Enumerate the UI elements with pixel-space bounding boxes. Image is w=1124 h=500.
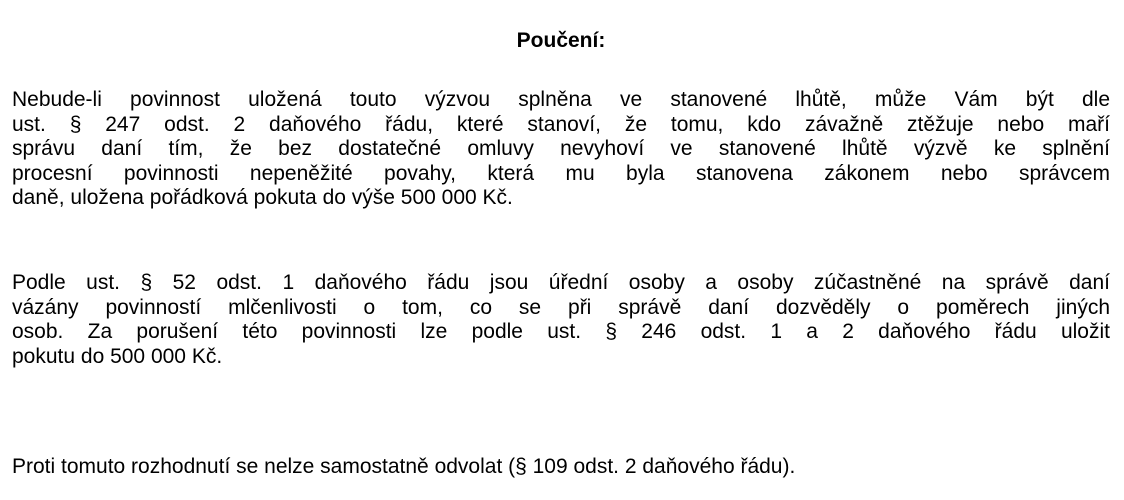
appeal-notice-paragraph: Proti tomuto rozhodnutí se nelze samostatně odvolat (§ 109 odst. 2 daňového řádu). bbox=[12, 455, 796, 478]
document-page bbox=[12, 0, 1110, 500]
paragraph-line: Podle ust. § 52 odst. 1 daňového řádu jsou úřední osoby a osoby zúčastněné na správě daní bbox=[12, 271, 1110, 294]
paragraph-line: správu daní tím, že bez dostatečné omluvy nevyhoví ve stanovené lhůtě výzvě ke splnění bbox=[12, 137, 1110, 161]
paragraph-line: procesní povinnosti nepeněžité povahy, která mu byla stanovena zákonem nebo správcem bbox=[12, 161, 1110, 185]
section-heading: Poučení: bbox=[516, 29, 606, 52]
paragraph-line: ust. § 247 odst. 2 daňového řádu, které stanoví, že tomu, kdo závažně ztěžuje nebo maří bbox=[12, 112, 1110, 136]
paragraph-line: Nebude-li povinnost uložená touto výzvou splněna ve stanovené lhůtě, může Vám být dle bbox=[12, 88, 1110, 111]
paragraph-line: pokutu do 500 000 Kč. bbox=[12, 344, 223, 368]
paragraph-line: vázány povinností mlčenlivosti o tom, co se při správě daní dozvěděly o poměrech jiných bbox=[12, 295, 1110, 319]
penalty-notice-paragraph bbox=[12, 88, 1110, 211]
confidentiality-paragraph bbox=[12, 271, 1110, 369]
paragraph-line: osob. Za porušení této povinnosti lze podle ust. § 246 odst. 1 a 2 daňového řádu uložit bbox=[12, 320, 1110, 344]
paragraph-line: daně, uložena pořádková pokuta do výše 500 000 Kč. bbox=[12, 186, 513, 210]
